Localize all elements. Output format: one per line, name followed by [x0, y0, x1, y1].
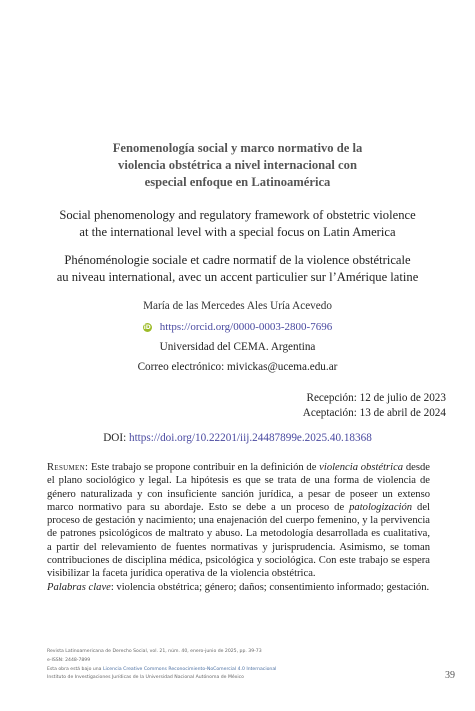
doi-label: DOI:	[103, 432, 127, 444]
orcid-icon: iD	[143, 324, 151, 331]
journal-issn: e-ISSN: 2448-7899	[47, 657, 91, 663]
keywords	[47, 581, 430, 594]
abstract-text: del proceso de gestación y nacimiento; una enajenación del cuerpo femenino, y la pervivencia de patrones psicológicos de maltrato y abuso. La metodología desarrollada es cualitativa, a partir del relevamiento de fuentes normativas y jurisprudencia. Asimismo, se toman contribuciones de disciplina médica, psicológica y sociológica. Con este trabajo se espera visibilizar la faceta jurídica operativa de la violencia obstétrica.	[47, 501, 430, 580]
title-french	[30, 252, 445, 286]
journal-footer	[47, 648, 437, 683]
title-spanish-line: violencia obstétrica a nivel internacional con	[118, 158, 357, 172]
article-dates	[303, 391, 446, 420]
abstract-term: patologización	[349, 501, 413, 513]
title-english-line: Social phenomenology and regulatory framework of obstetric violence	[59, 208, 416, 222]
page-number: 39	[445, 670, 455, 681]
title-spanish	[40, 140, 435, 191]
title-english	[30, 207, 445, 241]
abstract-text: Este trabajo se propone contribuir en la definición de	[88, 462, 320, 473]
abstract-label: Resumen:	[47, 462, 89, 473]
title-french-line: au niveau international, avec un accent particulier sur l’Amérique latine	[56, 270, 419, 284]
orcid-link[interactable]: https://orcid.org/0000-0003-2800-7696	[159, 321, 333, 333]
license-link[interactable]: Licencia Creative Commons Reconocimiento-NoComercial 4.0 Internacional	[102, 666, 277, 672]
author-name: María de las Mercedes Ales Uría Acevedo	[143, 300, 332, 312]
title-spanish-line: Fenomenología social y marco normativo de la	[112, 141, 363, 155]
author-affiliation: Universidad del CEMA. Argentina	[159, 341, 316, 353]
abstract	[47, 461, 430, 594]
abstract-body	[47, 461, 430, 581]
received-date: Recepción: 12 de julio de 2023	[306, 392, 446, 404]
abstract-text: desde el plano sociológico y legal. La hipótesis es que se trata de una forma de violencia de género naturalizada y con insuficiente sanción jurídica, a pesar de poseer un extenso marco normativo para su abordaje. Esto se debe a un proceso de	[47, 462, 430, 513]
license-line	[47, 666, 437, 675]
keywords-label: Palabras clave	[47, 581, 111, 593]
accepted-date: Aceptación: 13 de abril de 2024	[302, 406, 446, 419]
keywords-list: : violencia obstétrica; género; daños; consentimiento informado; gestación.	[110, 581, 430, 593]
author-email: Correo electrónico: mivickas@ucema.edu.ar	[137, 361, 338, 373]
license-prefix: Esta obra está bajo una	[47, 666, 103, 672]
journal-citation: Revista Latinoamericana de Derecho Social, vol. 21, núm. 40, enero-junio de 2025, pp. 39-73	[47, 649, 262, 654]
doi-link[interactable]: https://doi.org/10.22201/iij.24487899e.2025.40.18368	[128, 432, 372, 444]
abstract-term: violencia obstétrica	[319, 462, 404, 473]
institution-line: Instituto de Investigaciones Jurídicas de la Universidad Nacional Autónoma de México	[47, 675, 244, 681]
title-spanish-line: especial enfoque en Latinoamérica	[144, 175, 331, 189]
title-english-line: at the international level with a special focus on Latin America	[79, 225, 396, 239]
orcid-line	[0, 321, 475, 333]
title-french-line: Phénoménologie sociale et cadre normatif de la violence obstétricale	[64, 253, 411, 267]
doi-line	[0, 432, 475, 444]
